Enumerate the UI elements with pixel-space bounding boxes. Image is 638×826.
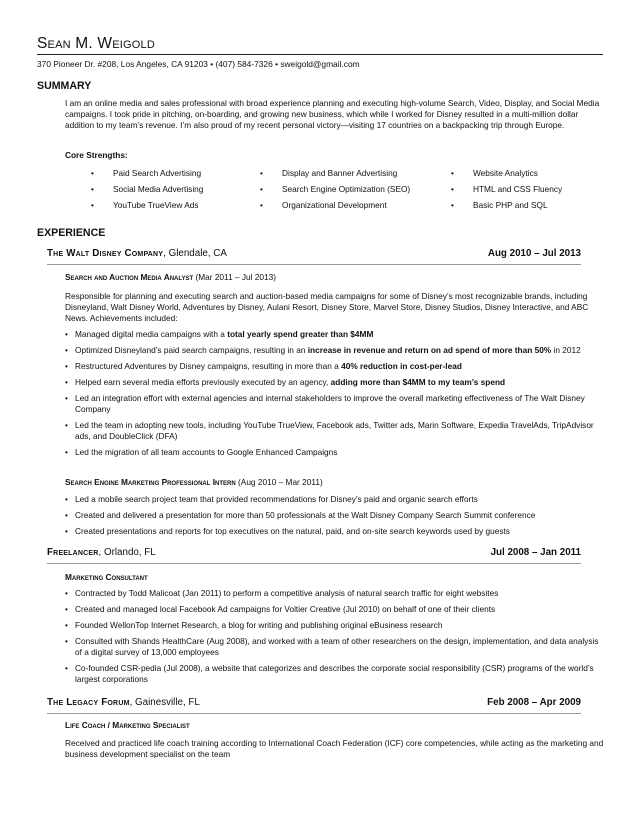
bullet-dot: • — [260, 184, 263, 194]
role-header — [65, 477, 323, 487]
role-description: Received and practiced life coach training according to International Coach Federation (ICF) core competencies, while acting as the marketing and business development specialist on the team — [65, 738, 604, 759]
list-item — [65, 420, 605, 442]
role-period: (Mar 2011 – Jul 2013) — [193, 272, 277, 282]
role-header — [65, 272, 276, 282]
employer-divider — [47, 563, 581, 564]
bullet-dot: • — [91, 200, 94, 210]
bullet-dot: • — [65, 636, 68, 646]
list-item — [65, 361, 605, 372]
strength-text: Paid Search Advertising — [113, 168, 202, 178]
strength-text: Display and Banner Advertising — [282, 168, 398, 178]
core-strengths-label: Core Strengths: — [65, 150, 128, 160]
bullet-dot: • — [65, 420, 68, 430]
employer-header — [47, 248, 581, 259]
item-text: Created presentations and reports for top executives on the natural, paid, and on-site search keywords used by guests — [75, 526, 510, 536]
list-item — [65, 393, 605, 415]
bullet-dot: • — [65, 510, 68, 520]
role-title: Search Engine Marketing Professional Intern — [65, 477, 236, 487]
list-item — [65, 663, 605, 685]
list-item — [65, 329, 605, 340]
item-text: Founded WellonTop Internet Research, a blog for writing and publishing original eBusiness research — [75, 620, 443, 630]
employment-dates: Aug 2010 – Jul 2013 — [487, 248, 581, 259]
bullet-dot: • — [65, 329, 68, 339]
list-item — [65, 447, 605, 458]
bullet-dot: • — [65, 377, 68, 387]
list-item — [65, 510, 605, 521]
bullet-dot: • — [260, 200, 263, 210]
item-highlight: total yearly spend greater than $4MM — [227, 329, 374, 339]
role-description: Responsible for planning and executing search and auction-based media campaigns for some of Disney’s most recognizable brands, including Disneyland, Walt Disney World, Adventures by Disney, Aulani Resort, Disney Store, Marvel Store, Disney Studios, Disney Interactive, and ABC News. Achievements included: — [65, 291, 589, 323]
item-text: Created and managed local Facebook Ad campaigns for Voltier Creative (Jul 2010) on behalf of one of their clients — [75, 604, 496, 614]
item-text: Consulted with Shands HealthCare (Aug 2008), and worked with a team of other researchers on the design, implementation, and data analysis of a digital survey of 13,000 employees — [75, 636, 599, 657]
employer-name: Freelancer — [47, 547, 99, 558]
item-text: Co-founded CSR-pedia (Jul 2008), a website that categorizes and describes the corporate social responsibility (CSR) programs of the world’s largest corporations — [75, 663, 594, 684]
item-text: Led the team in adopting new tools, including YouTube TrueView, Facebook ads, Twitter ads, Marin Software, Expedia TravelAds, TripAdvisor ads, and DoubleClick (DFA) — [75, 420, 594, 441]
bullet-dot: • — [65, 393, 68, 403]
contact-line: 370 Pioneer Dr. #208, Los Angeles, CA 91203 • (407) 584-7326 • sweigold@gmail.com — [37, 59, 360, 69]
list-item — [65, 345, 605, 356]
item-highlight: adding more than $4MM to my team’s spend — [330, 377, 506, 387]
experience-heading: EXPERIENCE — [37, 227, 106, 239]
summary-text: I am an online media and sales professional with broad experience planning and executing high-volume Search, Video, Display, and Social Media campaigns. I took pride in pitching, on-boarding, and growing new business, which while I worked for Disney resulted in a multi-million dollar addition to my team’s revenue. I’m also proud of my recent personal victory—visiting 17 countries on a backpacking trip through Europe. — [65, 98, 600, 130]
bullet-dot: • — [65, 361, 68, 371]
achievement-list — [65, 494, 605, 542]
employer-location: , Orlando, FL — [98, 547, 156, 558]
strength-text: Social Media Advertising — [113, 184, 204, 194]
item-text-tail: in 2012 — [551, 345, 581, 355]
strength-text: Search Engine Optimization (SEO) — [282, 184, 411, 194]
employer-location: , Glendale, CA — [163, 248, 227, 259]
role-header — [65, 572, 148, 582]
bullet-dot: • — [65, 604, 68, 614]
role-period: (Aug 2010 – Mar 2011) — [235, 477, 323, 487]
bullet-dot: • — [451, 168, 454, 178]
employer-location: , Gainesville, FL — [129, 697, 200, 708]
strength-text: Organizational Development — [282, 200, 387, 210]
employer-name: The Legacy Forum — [47, 697, 130, 708]
item-text: Contracted by Todd Malicoat (Jan 2011) to perform a competitive analysis of natural search traffic for eight websites — [75, 588, 499, 598]
list-item — [65, 620, 605, 631]
item-text: Helped earn several media efforts previously executed by an agency, — [75, 377, 331, 387]
bullet-dot: • — [65, 494, 68, 504]
achievement-list — [65, 329, 605, 463]
list-item — [65, 604, 605, 615]
bullet-dot: • — [65, 345, 68, 355]
item-text: Created and delivered a presentation for more than 50 professionals at the Walt Disney Company Search Summit conference — [75, 510, 536, 520]
employment-dates: Feb 2008 – Apr 2009 — [487, 697, 581, 708]
employer-divider — [47, 264, 581, 265]
item-text: Managed digital media campaigns with a — [75, 329, 228, 339]
name-divider — [37, 54, 603, 55]
list-item — [65, 494, 605, 505]
bullet-dot: • — [451, 200, 454, 210]
list-item — [65, 588, 605, 599]
role-title: Marketing Consultant — [65, 572, 148, 582]
bullet-dot: • — [65, 526, 68, 536]
role-header — [65, 720, 190, 730]
item-text: Optimized Disneyland’s paid search campaigns, resulting in an — [75, 345, 308, 355]
summary-heading: SUMMARY — [37, 80, 92, 92]
item-text: Led the migration of all team accounts to Google Enhanced Campaigns — [75, 447, 338, 457]
resume-name: Sean M. Weigold — [37, 35, 155, 52]
employer-divider — [47, 713, 581, 714]
item-highlight: 40% reduction in cost-per-lead — [341, 361, 462, 371]
item-text: Led a mobile search project team that provided recommendations for Disney’s paid and organic search efforts — [75, 494, 478, 504]
role-title: Life Coach / Marketing Specialist — [65, 720, 190, 730]
bullet-dot: • — [91, 168, 94, 178]
strength-text: Website Analytics — [473, 168, 538, 178]
bullet-dot: • — [65, 620, 68, 630]
role-title: Search and Auction Media Analyst — [65, 272, 194, 282]
list-item — [65, 636, 605, 658]
employer-name: The Walt Disney Company — [47, 248, 164, 259]
strength-text: HTML and CSS Fluency — [473, 184, 563, 194]
bullet-dot: • — [451, 184, 454, 194]
strength-text: Basic PHP and SQL — [473, 200, 548, 210]
employer-header — [47, 547, 581, 558]
bullet-dot: • — [65, 663, 68, 673]
employment-dates: Jul 2008 – Jan 2011 — [490, 547, 581, 558]
achievement-list — [65, 588, 605, 690]
strength-text: YouTube TrueView Ads — [113, 200, 199, 210]
item-text: Led an integration effort with external agencies and internal stakeholders to improve the overall marketing effectiveness of The Walt Disney Company — [75, 393, 585, 414]
item-highlight: increase in revenue and return on ad spend of more than 50% — [307, 345, 552, 355]
item-text: Restructured Adventures by Disney campaigns, resulting in more than a — [75, 361, 342, 371]
employer-header — [47, 697, 581, 708]
bullet-dot: • — [65, 588, 68, 598]
bullet-dot: • — [260, 168, 263, 178]
list-item — [65, 526, 605, 537]
bullet-dot: • — [91, 184, 94, 194]
list-item — [65, 377, 605, 388]
bullet-dot: • — [65, 447, 68, 457]
